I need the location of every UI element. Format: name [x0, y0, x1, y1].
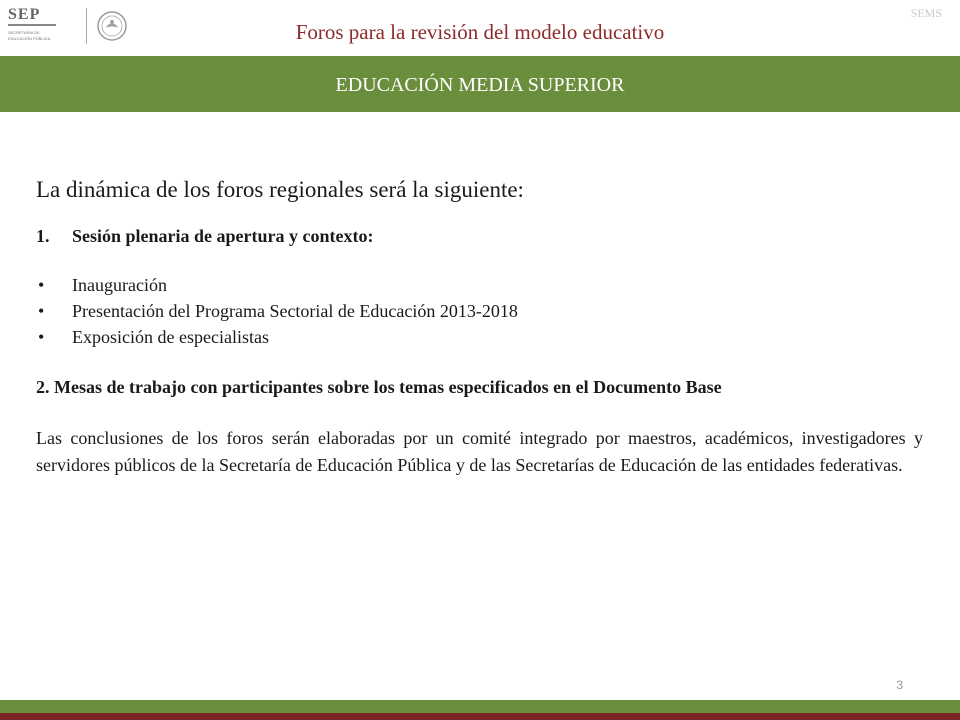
page-number: 3	[896, 678, 903, 692]
item-1-title: Sesión plenaria de apertura y contexto:	[72, 226, 374, 246]
bullet-item	[36, 324, 923, 350]
banner-title: EDUCACIÓN MEDIA SUPERIOR	[335, 74, 625, 96]
numbered-item-2: 2. Mesas de trabajo con participantes sobre los temas especificados en el Documento Base	[36, 377, 722, 397]
section-banner	[0, 56, 960, 112]
sep-logo-subtitle-2: EDUCACIÓN PÚBLICA	[8, 36, 51, 41]
header-tag: SEMS	[910, 6, 942, 20]
bullet-list	[36, 272, 923, 350]
bullet-text: Presentación del Programa Sectorial de Educación 2013-2018	[72, 301, 518, 321]
bullet-item	[36, 272, 923, 298]
sep-logo-text: SEP	[8, 6, 41, 23]
header-title: Foros para la revisión del modelo educativo	[295, 20, 665, 44]
footer-bar-green	[0, 700, 960, 713]
bullet-icon: •	[38, 275, 45, 295]
bullet-item	[36, 298, 923, 324]
bullet-text: Exposición de especialistas	[72, 327, 269, 347]
conclusions-paragraph: Las conclusiones de los foros serán elaboradas por un comité integrado por maestros, académicos, investigadores y servidores públicos de la Secretaría de Educación Pública y de las Secretarías de Educación de las entidades federativas.	[36, 428, 923, 475]
intro-text: La dinámica de los foros regionales será la siguiente:	[36, 177, 524, 202]
numbered-item-1	[36, 222, 923, 250]
bullet-text: Inauguración	[72, 275, 167, 295]
bullet-icon: •	[38, 327, 45, 347]
footer-bar-red	[0, 713, 960, 720]
sep-logo-subtitle-1: SECRETARÍA DE	[8, 30, 40, 35]
bullet-icon: •	[38, 301, 45, 321]
slide-content	[36, 174, 923, 479]
item-1-number: 1.	[36, 226, 50, 246]
